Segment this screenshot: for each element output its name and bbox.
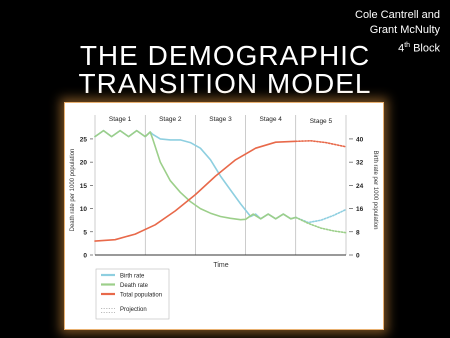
slide-title-line-1: THE DEMOGRAPHIC [79,40,371,71]
y-right-tick-0: 0 [356,252,360,260]
legend-label-projection: Projection [120,306,147,313]
y-right-tick-40: 40 [356,136,364,144]
chart-legend [96,269,169,319]
stage-label-5: Stage 5 [309,118,333,125]
y-right-tick-24: 24 [356,182,364,190]
block-word: Block [410,42,440,55]
y-right-tick-16: 16 [356,206,364,214]
stage-label-2: Stage 2 [159,116,182,123]
demographic-chart [65,103,383,329]
stage-label-3: Stage 3 [209,116,232,123]
x-axis-label: Time [213,262,229,269]
chart-card [64,102,384,330]
stage-label-1: Stage 1 [108,116,132,123]
block-ordinal: th [404,42,411,49]
total-population-projection-line [296,141,346,147]
legend-label-total-population: Total population [120,292,163,299]
y-right-tick-32: 32 [356,159,364,167]
slide-title-line-2: TRANSITION MODEL [78,68,372,99]
y-axis-label-left: Death rate per 1000 population [70,148,76,232]
y-left-tick-10: 10 [79,206,87,214]
y-axis-label-right: Birth rate per 1000 population [372,150,378,230]
y-left-tick-0: 0 [83,252,87,260]
birth-rate-projection-line [296,210,346,223]
y-left-tick-25: 25 [79,136,87,144]
stage-label-4: Stage 4 [259,116,282,123]
y-right-tick-8: 8 [356,229,360,237]
block-number: 4 [398,42,405,55]
author-line-1: Cole Cantrell and [355,9,440,21]
legend-label-birth-rate: Birth rate [120,273,145,280]
y-left-tick-5: 5 [83,229,87,237]
y-left-tick-15: 15 [79,182,87,190]
legend-label-death-rate: Death rate [120,282,149,289]
y-left-tick-20: 20 [79,159,87,167]
author-line-2: Grant McNulty [369,24,440,36]
